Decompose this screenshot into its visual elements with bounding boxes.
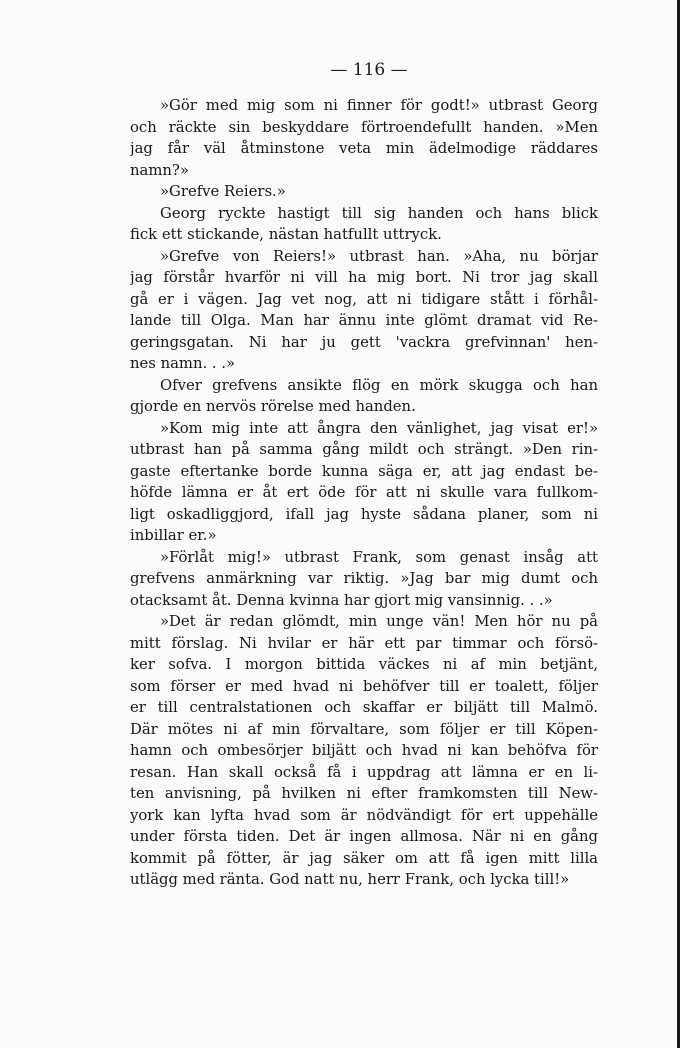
text-line: namn?» xyxy=(130,161,189,179)
page-number: — 116 — xyxy=(330,60,408,80)
text-line: er till centralstationen och skaffar er biljätt till Malmö. xyxy=(130,699,598,716)
text-line: gaste eftertanke borde kunna säga er, att jag endast be- xyxy=(130,462,598,480)
text-line: mitt förslag. Ni hvilar er här ett par timmar och försö- xyxy=(130,634,598,652)
paragraph xyxy=(130,203,598,246)
paragraph xyxy=(130,611,598,891)
text-line: »Gör med mig som ni finner för godt!» utbrast Georg xyxy=(160,97,598,114)
text-line: gjorde en nervös rörelse med handen. xyxy=(130,398,416,415)
text-line: »Det är redan glömdt, min unge vän! Men hör nu på xyxy=(160,613,598,630)
text-line: jag får väl åtminstone veta min ädelmodige räddares xyxy=(130,140,598,157)
text-line: »Grefve von Reiers!» utbrast han. »Aha, nu börjar xyxy=(160,247,598,265)
paragraph xyxy=(130,246,598,375)
text-line: geringsgatan. Ni har ju gett 'vackra grefvinnan' hen- xyxy=(130,333,598,351)
paragraph xyxy=(130,547,598,612)
paragraph xyxy=(130,418,598,547)
text-line: utlägg med ränta. God natt nu, herr Frank, och lycka till!» xyxy=(130,871,570,888)
body-text xyxy=(130,95,598,891)
text-line: jag förstår hvarför ni vill ha mig bort. Ni tror jag skall xyxy=(130,269,598,286)
text-line: otacksamt åt. Denna kvinna har gjort mig vansinnig. . .» xyxy=(130,591,553,609)
text-line: under första tiden. Det är ingen allmosa. När ni en gång xyxy=(130,828,598,845)
text-line: nes namn. . .» xyxy=(130,355,236,372)
text-line: höfde lämna er åt ert öde för att ni skulle vara fullkom- xyxy=(130,484,598,501)
text-line: resan. Han skall också få i uppdrag att lämna er en li- xyxy=(130,763,598,781)
text-line: Där mötes ni af min förvaltare, som följer er till Köpen- xyxy=(130,720,598,738)
text-line: kommit på fötter, är jag säker om att få igen mitt lilla xyxy=(130,849,598,867)
text-line: ker sofva. I morgon bittida väckes ni af min betjänt, xyxy=(130,656,598,673)
paragraph xyxy=(130,181,598,203)
text-line: Georg ryckte hastigt till sig handen och hans blick xyxy=(160,204,598,222)
text-line: utbrast han på samma gång mildt och strängt. »Den rin- xyxy=(130,441,598,458)
text-line: Ofver grefvens ansikte flög en mörk skugga och han xyxy=(160,376,598,394)
text-line: ten anvisning, på hvilken ni efter framkomsten till New- xyxy=(130,785,598,802)
text-line: grefvens anmärkning var riktig. »Jag bar mig dumt och xyxy=(130,570,598,587)
text-line: »Grefve Reiers.» xyxy=(160,183,286,200)
text-line: och räckte sin beskyddare förtroendefullt handen. »Men xyxy=(130,118,598,136)
text-line: hamn och ombesörjer biljätt och hvad ni kan behöfva för xyxy=(130,742,598,759)
paragraph xyxy=(130,95,598,181)
text-line: gå er i vägen. Jag vet nog, att ni tidigare stått i förhål- xyxy=(130,290,598,308)
text-line: ligt oskadliggjord, ifall jag hyste sådana planer, som ni xyxy=(130,505,598,523)
text-line: som förser er med hvad ni behöfver till er toalett, följer xyxy=(130,677,598,695)
paragraph xyxy=(130,375,598,418)
text-line: fick ett stickande, nästan hatfullt uttryck. xyxy=(130,226,442,243)
text-line: »Förlåt mig!» utbrast Frank, som genast insåg att xyxy=(160,548,598,566)
text-line: lande till Olga. Man har ännu inte glömt dramat vid Re- xyxy=(130,312,598,329)
text-line: inbillar er.» xyxy=(130,527,217,544)
text-line: »Kom mig inte att ångra den vänlighet, jag visat er!» xyxy=(160,419,598,437)
text-line: york kan lyfta hvad som är nödvändigt för ert uppehälle xyxy=(130,806,598,824)
